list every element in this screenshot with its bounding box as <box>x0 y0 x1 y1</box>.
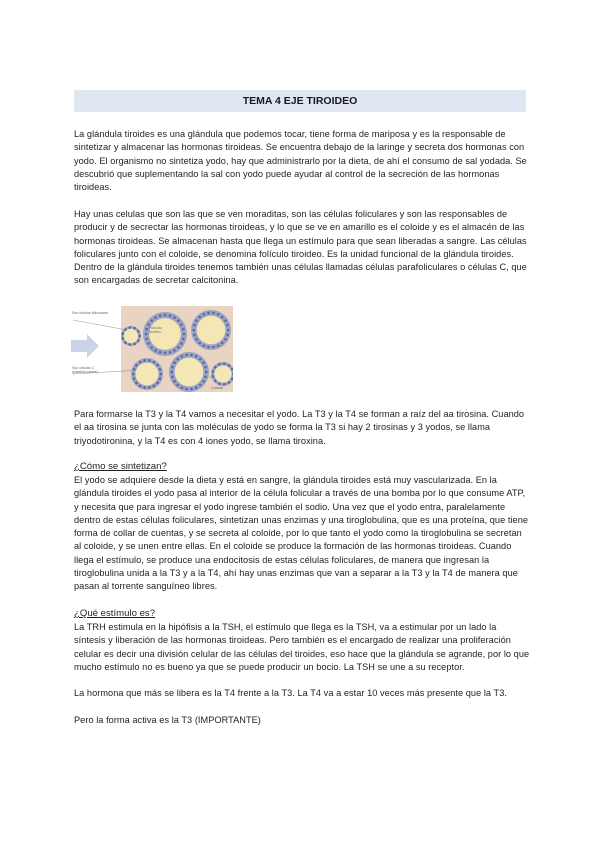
label-colloid: Coloide <box>211 386 224 390</box>
label-follicular-cells: Son células foliculares <box>72 311 108 315</box>
follicle-6 <box>121 326 141 346</box>
follicle-3 <box>131 358 163 390</box>
heading-how-synthesized: ¿Cómo se sintetizan? <box>74 461 167 472</box>
label-follicle: Folículo tiroideo <box>149 326 162 335</box>
page-title: TEMA 4 EJE TIROIDEO <box>74 90 526 112</box>
paragraph-active-form: Pero la forma activa es la T3 (IMPORTANTE) <box>74 715 261 725</box>
label-c-cells: Son células C (parafoliculares) <box>72 366 98 375</box>
paragraph-cells: Hay unas celulas que son las que se ven moraditas, son las células foliculares y son las responsables de producir y de secrectar las hormonas tiroideas, y lo que se ve en amarillo es el coloide y es el almacén de las hormonas tiroideas. Se almacenan hasta que llega un estímulo para que sean liberadas a sangre. Las células foliculares junto con el coloide, se denomina folículo tiroideo. Es la unidad funcional de la glándula tiroides. Dentro de la glándula tiroides tenemos también unas células llamadas células parafoliculares o células C, que son encargadas de secretar calcitonina. <box>74 209 527 286</box>
thyroid-follicle-figure <box>71 306 233 392</box>
heading-stimulus: ¿Qué estímulo es? <box>74 608 156 619</box>
paragraph-trh-tsh: La TRH estimula en la hipófisis a la TSH, el estímulo que llega es la TSH, va a estimular por un lado la síntesis y liberación de las hormonas tiroideas. Pero también es el encargado de realizar una proliferación celular es decir una división celular de las células del tiroides, eso hace que la glándula se agrande, por lo que mucho estímulo no es bueno ya que se puede producir un bocio. La TSH se une a su receptor. <box>74 622 530 672</box>
paragraph-intro: La glándula tiroides es una glándula que podemos tocar, tiene forma de mariposa y es la responsable de sintetizar y almacenar las hormonas tiroideas. Se encuentra debajo de la laringe y secreta dos hormonas con yodo. El organismo no sintetiza yodo, hay que administrarlo por la dieta, de ahí el consumo de sal yodada. Se descubrió que suplementando la sal con yodo puede ayudar al control de la secreción de las hormonas tiroideas. <box>74 129 527 193</box>
thyroid-follicle-illustration <box>71 306 233 392</box>
paragraph-t4-more: La hormona que más se libera es la T4 frente a la T3. La T4 va a estar 10 veces más presente que la T3. <box>74 688 507 698</box>
paragraph-synthesis: El yodo se adquiere desde la dieta y está en sangre, la glándula tiroides está muy vascularizada. En la glándula tiroides el yodo pasa al interior de la célula folicular a través de una bomba por lo que consume ATP, y necesita que para ingresar el yodo ingrese también el sodio. Una vez que el yodo entra, paralelamente dentro de estas células foliculares, sintetizan unas enzimas y una tiroglobulina, que es una proteína, que tiene forma de collar de cuentas, y se secreta al coloide, por lo que tanto el yodo como la tiroglobulina se secretan al coloide, y se unen entre ellas. En el coloide se produce la formación de las hormonas tiroideas. Cuando llega el estímulo, se produce una endocitosis de estas células foliculares, de manera que ingresan la tiroglobulina unida a la T3 y a la T4, ahí hay unas enzimas que van a separar a la T3 y la T4 de manera que pasan al torrente sanguíneo libres. <box>74 475 529 592</box>
paragraph-t3-t4: Para formarse la T3 y la T4 vamos a necesitar el yodo. La T3 y la T4 se forman a raíz del aa tirosina. Cuando el aa tirosina se junta con las moléculas de yodo se forma la T3 si hay 2 tirosinas y 3 yodos, se llama triyodotironina, y la T4 es con 4 iones yodo, se llama tiroxina. <box>74 409 525 446</box>
follicle-2 <box>191 310 231 350</box>
follicle-4 <box>169 352 209 392</box>
